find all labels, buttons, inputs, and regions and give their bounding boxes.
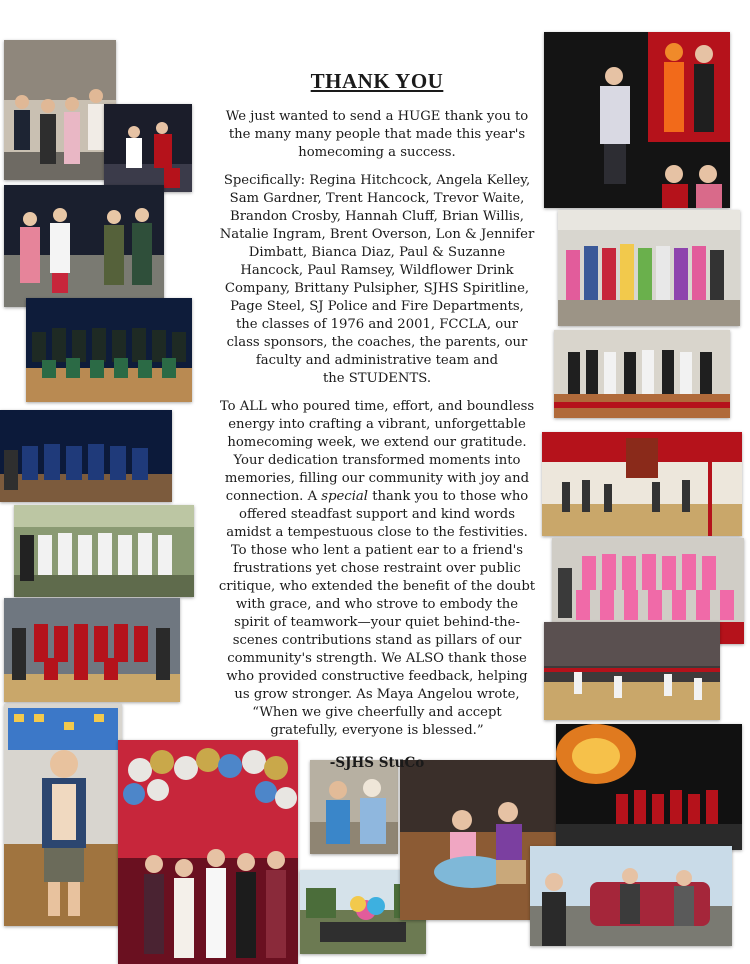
photo-red-volleyball-team [4, 598, 180, 702]
photo-cheer-lift [104, 104, 192, 192]
photo-football-team [26, 298, 192, 402]
photo-classroom-costumes [558, 210, 740, 326]
photo-teachers-costumes [310, 760, 398, 854]
letter-body [218, 398, 536, 740]
body-emphasis: special [321, 489, 368, 504]
photo-gym-volleyball-net [542, 432, 742, 536]
letter-title: THANK YOU [310, 69, 444, 93]
photo-homecoming-royalty [4, 40, 116, 180]
photo-bonfire-crowd [556, 724, 742, 850]
photo-royalty-balloons [118, 740, 298, 964]
acknowledgements-list: Specifically: Regina Hitchcock, Angela Kelley, Sam Gardner, Trent Hancock, Trevor Waite, Brandon Crosby, Hannah Cluff, Brian Willis, Natalie Ingram, Brent Overson, Lon & Jennifer Dimbatt, Bianca Diaz, Paul & Suzanne Hancock, Paul Ramsey, Wildflower Drink Company, Brittany Pulsipher, SJHS Spiritline, Page Steel, SJ Police and Fire Departments, the classes of 1976 and 2001, FCCLA, our class sponsors, the coaches, the parents, our faculty and administrative team and [219, 173, 535, 368]
thank-you-letter [218, 69, 536, 772]
photo-spirit-dress-friends [4, 185, 164, 307]
photo-volleyball-game [544, 622, 720, 720]
letter-intro: We just wanted to send a HUGE thank you to the many many people that made this year's homecoming a success. [225, 109, 529, 160]
photo-costume-student [4, 704, 122, 926]
photo-blue-jersey-team [0, 410, 172, 502]
body-text-2: thank you to those who offered steadfast support and kind words amidst a tempestuous close to the festivities. To those who lent a patient ear to a friend's frustrations yet chose restraint over public critique, who extended the benefit of the doubt with grace, and who strove to embody the spirit of teamwork—your quiet behind-the-scenes contributions stand as pillars of our community's strength. We ALSO thank those who provided constructive feedback, helping us grow stronger. As Maya Angelou wrote, “When we give cheerfully and accept gratefully, everyone is blessed.” [218, 489, 536, 738]
letter-signature: -SJHS StuCo [329, 755, 425, 771]
photo-gym-group [554, 330, 730, 418]
photo-car-decorating [530, 846, 732, 946]
acknowledgements-end: the STUDENTS. [322, 371, 432, 386]
photo-white-jersey-team [14, 505, 194, 597]
body-text-1: To ALL who poured time, effort, and boundless energy into crafting a vibrant, unforgettable homecoming week, we extend our gratitude. Your dedication transformed moments into memories, filling our community with joy and connection. A [219, 399, 535, 504]
letter-acknowledgements [218, 172, 536, 388]
photo-costume-night [544, 32, 730, 208]
